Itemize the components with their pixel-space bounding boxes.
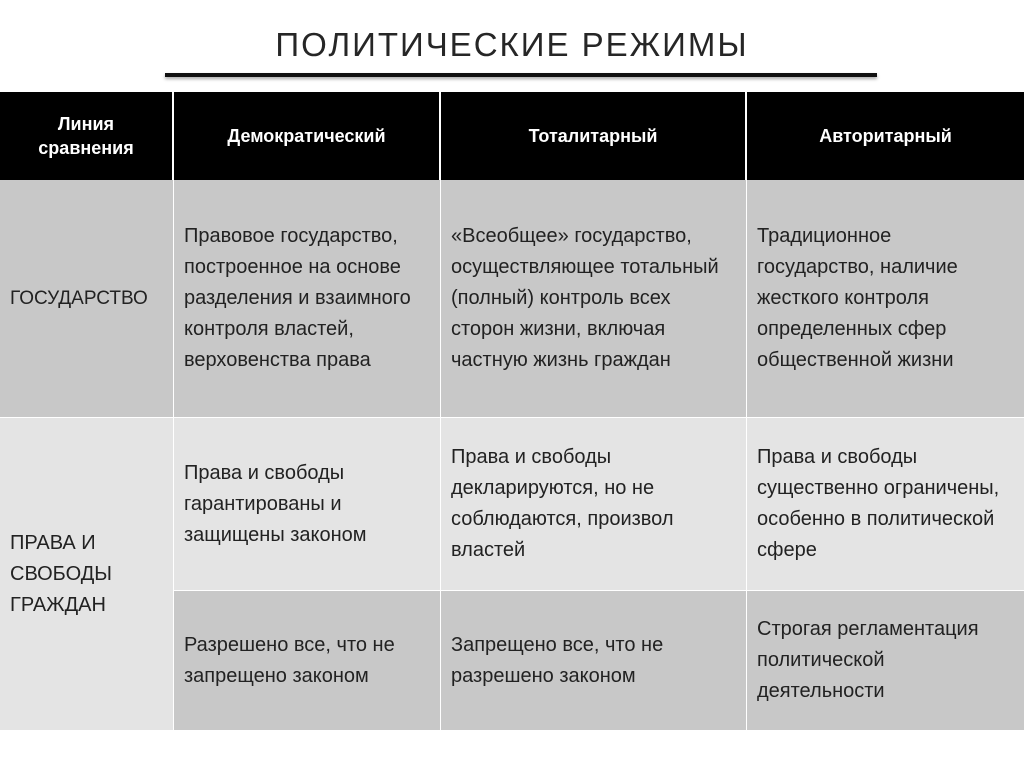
cell-text: Права и свободы гарантированы и защищены законом: [184, 461, 367, 546]
header-totalitarian: [441, 92, 747, 180]
title-underline: [165, 73, 877, 77]
page-title: ПОЛИТИЧЕСКИЕ РЕЖИМЫ: [275, 26, 749, 63]
cell-rights-authoritarian-2: [747, 591, 1024, 731]
header-comparison-line: [0, 92, 174, 180]
row-label-rights: [0, 418, 174, 731]
cell-text: Разрешено все, что не запрещено законом: [184, 633, 395, 687]
comparison-table: [0, 92, 1024, 731]
cell-rights-democratic-1: [174, 418, 441, 591]
cell-state-authoritarian: [747, 180, 1024, 418]
cell-rights-authoritarian-1: [747, 418, 1024, 591]
header-label: Линия сравнения: [38, 114, 134, 158]
cell-text: Строгая регламентация политической деятельности: [757, 618, 979, 702]
cell-rights-totalitarian-2: [441, 591, 747, 731]
cell-text: Права и свободы существенно ограничены, особенно в политической сфере: [757, 446, 1000, 561]
cell-state-totalitarian: [441, 180, 747, 418]
cell-text: Правовое государство, построенное на основе разделения и взаимного контроля властей, верховенства права: [184, 225, 411, 371]
cell-text: «Всеобщее» государство, осуществляющее тотальный (полный) контроль всех сторон жизни, включая частную жизнь граждан: [451, 225, 719, 371]
row-label: ГОСУДАРСТВО: [10, 288, 148, 309]
cell-rights-democratic-2: [174, 591, 441, 731]
cell-text: Права и свободы декларируются, но не соблюдаются, произвол властей: [451, 446, 674, 561]
cell-rights-totalitarian-1: [441, 418, 747, 591]
header-authoritarian: [747, 92, 1024, 180]
row-label-state: [0, 180, 174, 418]
header-label: Авторитарный: [819, 126, 952, 146]
cell-text: Традиционное государство, наличие жесткого контроля определенных сфер общественной жизни: [757, 225, 958, 371]
header-label: Тоталитарный: [528, 126, 658, 146]
header-democratic: [174, 92, 441, 180]
cell-text: Запрещено все, что не разрешено законом: [451, 633, 664, 687]
cell-state-democratic: [174, 180, 441, 418]
header-label: Демократический: [227, 126, 386, 146]
row-label: ПРАВА И СВОБОДЫ ГРАЖДАН: [10, 531, 112, 616]
